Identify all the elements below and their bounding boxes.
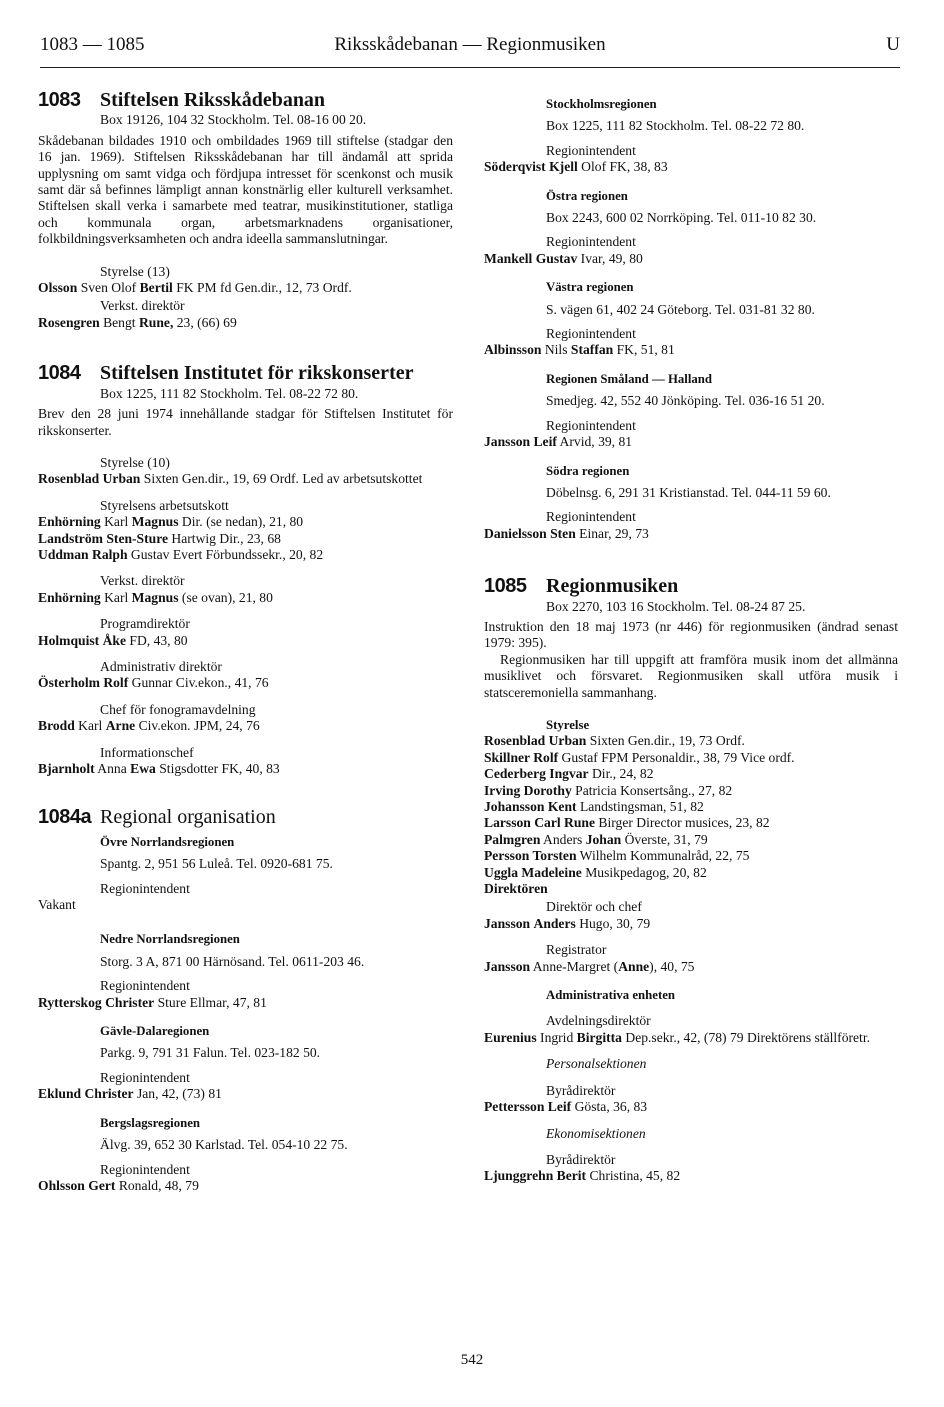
role-label: Administrativ direktör	[100, 658, 222, 674]
region-name: Gävle-Dalaregionen	[100, 1024, 210, 1039]
page-range: 1083 — 1085	[40, 34, 145, 55]
description: Instruktion den 18 maj 1973 (nr 446) för regionmusiken (ändrad senast 1979: 395).	[484, 618, 898, 651]
region-name: Västra regionen	[546, 280, 634, 295]
page-header	[40, 30, 900, 60]
role-label: Registrator	[546, 942, 607, 958]
region-name: Södra regionen	[546, 463, 630, 478]
region-block	[38, 1115, 453, 1195]
region-block	[484, 371, 898, 451]
person-entry: Olsson Sven Olof Bertil FK PM fd Gen.dir., 12, 73 Ordf.	[38, 280, 352, 296]
region-address: Döbelnsg. 6, 291 31 Kristianstad. Tel. 044-11 59 60.	[546, 484, 831, 500]
subunit-heading: Ekonomisektionen	[546, 1125, 646, 1141]
person-entry: Rosengren Bengt Rune, 23, (66) 69	[38, 314, 237, 330]
person-entry: Uddman Ralph Gustav Evert Förbundssekr., 20, 82	[38, 546, 324, 562]
section-number: 1084a	[38, 806, 92, 829]
role-label: Byrådirektör	[546, 1151, 616, 1167]
section-number: 1083	[38, 89, 81, 111]
address: Box 1225, 111 82 Stockholm. Tel. 08-22 72 80.	[100, 385, 359, 401]
person-entry: Vakant	[38, 897, 76, 913]
section-title: Stiftelsen Institutet för rikskonserter	[100, 362, 414, 385]
subunit-heading: Personalsektionen	[546, 1056, 647, 1072]
person-entry: Pettersson Leif Gösta, 36, 83	[484, 1099, 648, 1115]
role-label: Regionintendent	[546, 142, 636, 158]
person-entry: Söderqvist Kjell Olof FK, 38, 83	[484, 159, 668, 175]
person-entry: Albinsson Nils Staffan FK, 51, 81	[484, 342, 675, 358]
person-entry: Cederberg Ingvar Dir., 24, 82	[484, 766, 654, 782]
left-column	[38, 89, 453, 1194]
section-letter: U	[886, 34, 900, 55]
section-1084-heading	[38, 362, 453, 385]
person-entry: Holmquist Åke FD, 43, 80	[38, 632, 188, 648]
person-entry: Landström Sten-Sture Hartwig Dir., 23, 68	[38, 530, 281, 546]
person-entry: Mankell Gustav Ivar, 49, 80	[484, 250, 643, 266]
person-entry: Eurenius Ingrid Birgitta Dep.sekr., 42, (78) 79 Direktörens ställföretr.	[484, 1029, 871, 1045]
region-name: Övre Norrlandsregionen	[100, 834, 235, 849]
person-entry: Danielsson Sten Einar, 29, 73	[484, 525, 649, 541]
role-label: Direktör och chef	[546, 899, 642, 915]
person-entry: Palmgren Anders Johan Överste, 31, 79	[484, 831, 708, 847]
region-name: Bergslagsregionen	[100, 1115, 201, 1130]
section-number: 1084	[38, 362, 81, 385]
person-entry: Skillner Rolf Gustaf FPM Personaldir., 38, 79 Vice ordf.	[484, 749, 795, 765]
running-title: Riksskådebanan — Regionmusiken	[334, 34, 606, 55]
person-entry: Persson Torsten Wilhelm Kommunalråd, 22, 75	[484, 848, 750, 864]
region-name: Östra regionen	[546, 188, 628, 203]
region-address: Storg. 3 A, 871 00 Härnösand. Tel. 0611-203 46.	[100, 953, 365, 969]
section-1085-heading	[484, 575, 898, 598]
person-entry: Uggla Madeleine Musikpedagog, 20, 82	[484, 864, 707, 880]
page-number: 542	[460, 1352, 484, 1368]
styrelse-heading: Styrelse (10)	[100, 454, 170, 470]
region-block	[484, 279, 898, 359]
person-entry: Österholm Rolf Gunnar Civ.ekon., 41, 76	[38, 675, 269, 691]
person-entry: Rosenblad Urban Sixten Gen.dir., 19, 73 Ordf.	[484, 733, 745, 749]
description: Brev den 28 juni 1974 innehållande stadgar för Stiftelsen Institutet för rikskonserter.	[38, 406, 453, 438]
role-label: Regionintendent	[100, 1161, 190, 1177]
region-address: Box 1225, 111 82 Stockholm. Tel. 08-22 72 80.	[546, 118, 805, 134]
section-title: Regional organisation	[100, 806, 276, 829]
role-label: Byrådirektör	[546, 1082, 616, 1098]
person-entry: Bjarnholt Anna Ewa Stigsdotter FK, 40, 83	[38, 761, 280, 776]
description: Skådebanan bildades 1910 och ombildades 1969 till stiftelse (stadgar den 16 jan. 1969). Stiftelsen Riksskådebanan har till ändamål att sprida upplysning om samt vidga och fördjupa intresset för scenkonst och musik samt där så befinnes lämpligt annan konstnärlig eller kulturell verksamhet. Stiftelsen skall verka i samarbete med teatrar, musikinstitutioner, statliga och kommunala organ, arbetsmarknadens organisationer, folkbildningsverksamheten och andra ideella sammanslutningar.	[38, 132, 453, 247]
description: Regionmusiken har till uppgift att framföra musik inom det allmänna musiklivet och försvaret. Regionmusiken skall utföra musik i statsceremoniella sammanhang.	[484, 651, 898, 700]
role-label: Verkst. direktör	[100, 298, 185, 314]
direktoren-heading: Direktören	[484, 881, 548, 897]
person-entry: Brodd Karl Arne Civ.ekon. JPM, 24, 76	[38, 718, 260, 734]
role-label: Informationschef	[100, 744, 194, 760]
role-label: Avdelningsdirektör	[546, 1013, 651, 1029]
region-name: Nedre Norrlandsregionen	[100, 932, 240, 947]
region-address: Box 2243, 600 02 Norrköping. Tel. 011-10 82 30.	[546, 210, 817, 226]
right-column	[484, 96, 898, 1185]
region-block	[38, 1023, 453, 1103]
role-label: Regionintendent	[100, 1069, 190, 1085]
unit-heading: Administrativa enheten	[546, 988, 676, 1003]
role-label: Verkst. direktör	[100, 573, 185, 589]
styrelse-heading: Styrelse (13)	[100, 263, 170, 279]
header-rule	[40, 67, 900, 68]
person-entry: Enhörning Karl Magnus Dir. (se nedan), 21, 80	[38, 514, 304, 530]
address: Box 2270, 103 16 Stockholm. Tel. 08-24 87 25.	[546, 598, 806, 614]
person-entry: Larsson Carl Rune Birger Director musices, 23, 82	[484, 815, 770, 831]
person-entry: Jansson Anders Hugo, 30, 79	[484, 915, 651, 931]
role-label: Chef för fonogramavdelning	[100, 701, 256, 717]
person-entry: Enhörning Karl Magnus (se ovan), 21, 80	[38, 589, 273, 605]
region-address: Spantg. 2, 951 56 Luleå. Tel. 0920-681 75.	[100, 856, 333, 872]
region-address: Älvg. 39, 652 30 Karlstad. Tel. 054-10 22 75.	[100, 1137, 348, 1153]
region-address: S. vägen 61, 402 24 Göteborg. Tel. 031-81 32 80.	[546, 301, 815, 317]
person-entry: Ljunggrehn Berit Christina, 45, 82	[484, 1168, 681, 1184]
person-entry: Jansson Leif Arvid, 39, 81	[484, 434, 633, 450]
region-address: Smedjeg. 42, 552 40 Jönköping. Tel. 036-16 51 20.	[546, 393, 825, 409]
role-label: Regionintendent	[546, 234, 636, 250]
person-entry: Ohlsson Gert Ronald, 48, 79	[38, 1177, 199, 1193]
section-1084a-heading	[38, 806, 453, 829]
region-name: Regionen Småland — Halland	[546, 371, 713, 386]
section-1083-heading	[38, 89, 453, 111]
role-label: Regionintendent	[100, 880, 190, 896]
region-address: Parkg. 9, 791 31 Falun. Tel. 023-182 50.	[100, 1045, 321, 1061]
section-title: Stiftelsen Riksskådebanan	[100, 89, 326, 111]
role-label: Programdirektör	[100, 616, 190, 632]
role-label: Regionintendent	[546, 326, 636, 342]
section-title: Regionmusiken	[546, 575, 679, 598]
person-entry: Jansson Anne-Margret (Anne), 40, 75	[484, 958, 695, 974]
role-label: Styrelsens arbetsutskott	[100, 497, 229, 513]
role-label: Regionintendent	[546, 417, 636, 433]
person-entry: Rosenblad Urban Sixten Gen.dir., 19, 69 Ordf. Led av arbetsutskottet	[38, 471, 423, 487]
styrelse-heading: Styrelse	[546, 717, 590, 732]
region-block	[38, 834, 453, 914]
role-label: Regionintendent	[100, 978, 190, 994]
region-block	[38, 931, 453, 1011]
address: Box 19126, 104 32 Stockholm. Tel. 08-16 00 20.	[100, 112, 367, 128]
person-entry: Johansson Kent Landstingsman, 51, 82	[484, 799, 704, 814]
role-label: Regionintendent	[546, 509, 636, 525]
region-block	[484, 188, 898, 268]
section-number: 1085	[484, 575, 527, 598]
person-entry: Rytterskog Christer Sture Ellmar, 47, 81	[38, 994, 267, 1010]
region-block	[484, 463, 898, 543]
member-list	[484, 733, 898, 881]
region-name: Stockholmsregionen	[546, 97, 657, 111]
region-block	[484, 96, 898, 176]
person-entry: Irving Dorothy Patricia Konsertsång., 27, 82	[484, 782, 733, 798]
person-entry: Eklund Christer Jan, 42, (73) 81	[38, 1086, 222, 1102]
